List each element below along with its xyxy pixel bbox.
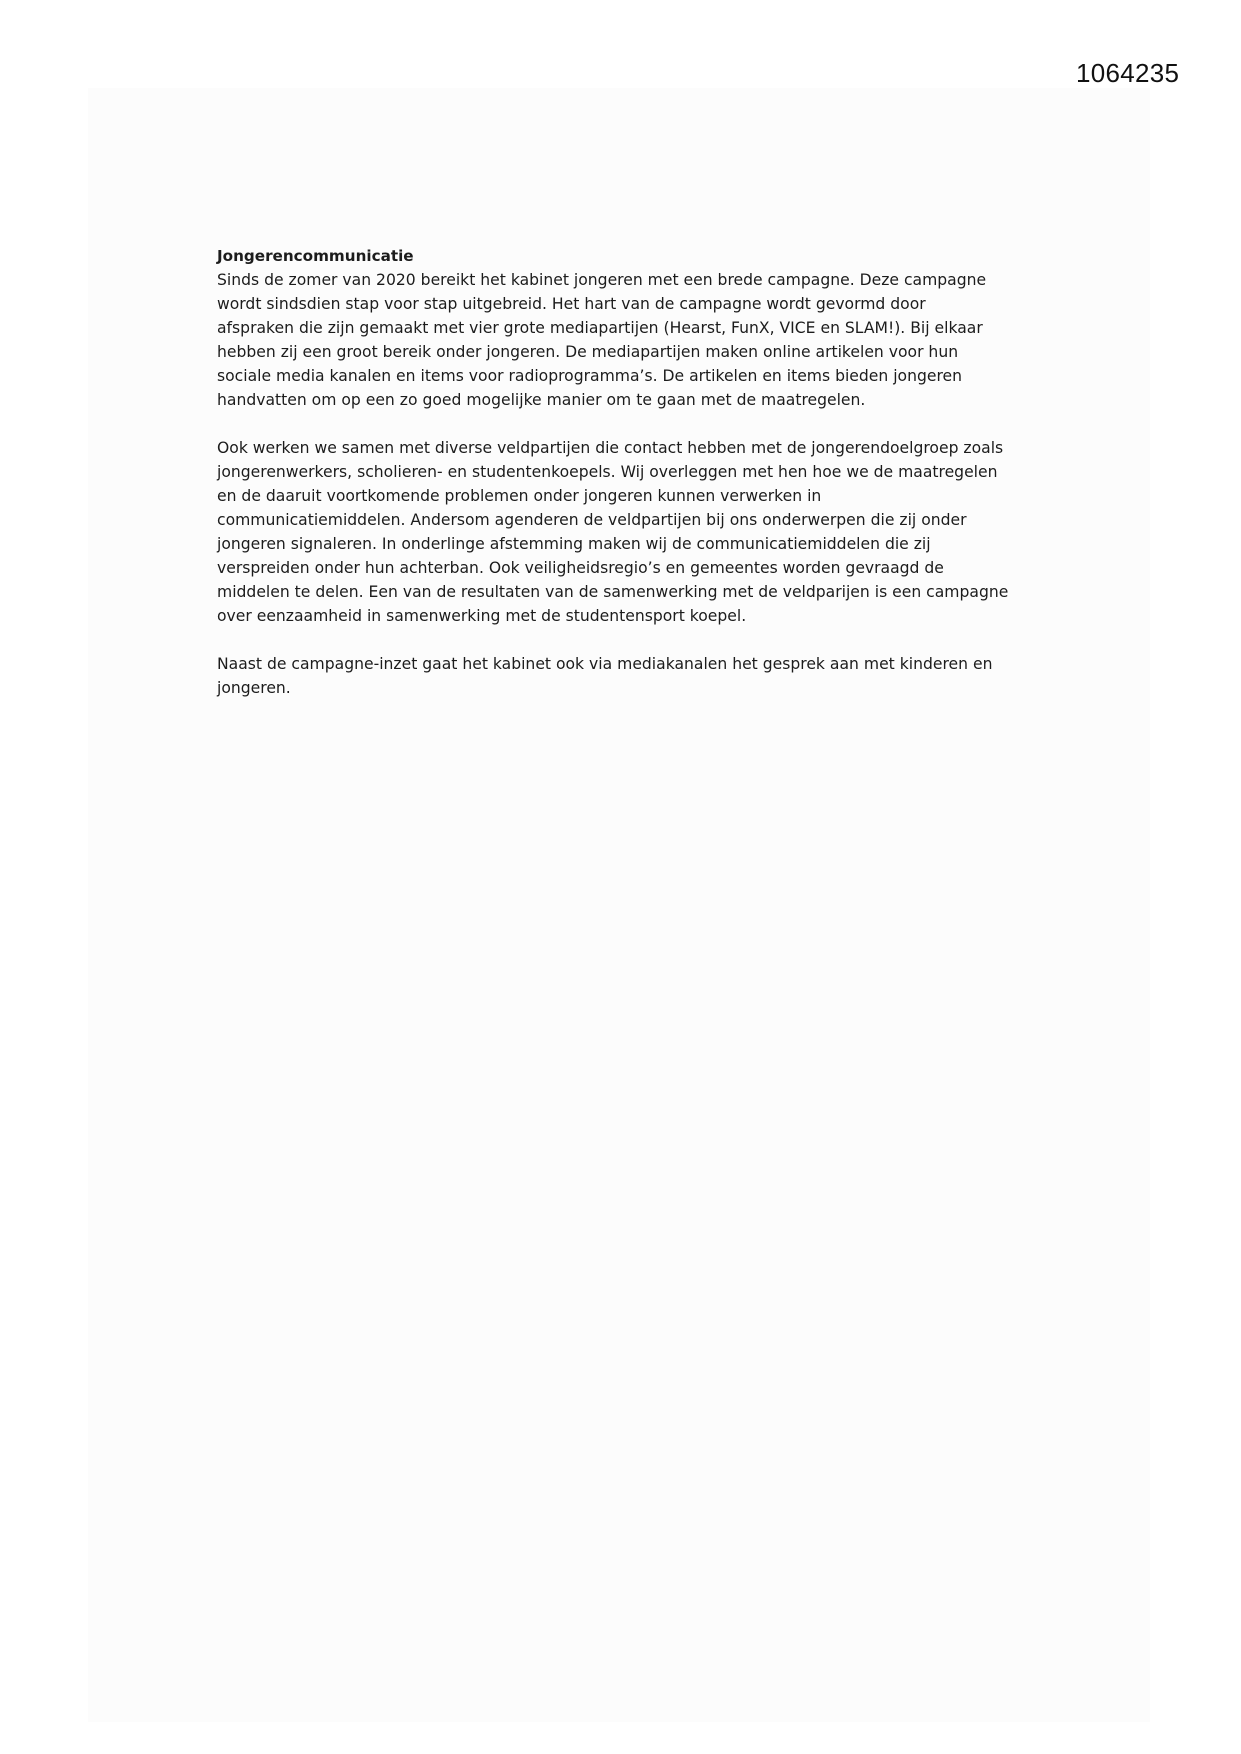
section-heading: Jongerencommunicatie: [217, 247, 414, 265]
text-line: jongeren.: [217, 679, 291, 697]
paragraph-2: [217, 436, 1037, 628]
text-line: Ook werken we samen met diverse veldpartijen die contact hebben met de jongerendoelgroep zoals: [217, 439, 1004, 457]
document-id-number: 1064235: [1076, 58, 1180, 88]
text-line: afspraken die zijn gemaakt met vier grote mediapartijen (Hearst, FunX, VICE en SLAM!). Bij elkaar: [217, 319, 983, 337]
text-line: handvatten om op een zo goed mogelijke manier om te gaan met de maatregelen.: [217, 391, 866, 409]
text-line: jongerenwerkers, scholieren- en studentenkoepels. Wij overleggen met hen hoe we de maatregelen: [217, 463, 998, 481]
paragraph-1: [217, 268, 1037, 412]
text-line: Sinds de zomer van 2020 bereikt het kabinet jongeren met een brede campagne. Deze campagne: [217, 271, 987, 289]
text-line: Naast de campagne-inzet gaat het kabinet ook via mediakanalen het gesprek aan met kinderen en: [217, 655, 993, 673]
text-line: communicatiemiddelen. Andersom agenderen de veldpartijen bij ons onderwerpen die zij onder: [217, 511, 967, 529]
text-line: over eenzaamheid in samenwerking met de studentensport koepel.: [217, 607, 747, 625]
text-line: en de daaruit voortkomende problemen onder jongeren kunnen verwerken in: [217, 487, 822, 505]
text-line: verspreiden onder hun achterban. Ook veiligheidsregio’s en gemeentes worden gevraagd de: [217, 559, 944, 577]
paragraph-3: [217, 652, 1037, 700]
text-line: middelen te delen. Een van de resultaten van de samenwerking met de veldparijen is een campagne: [217, 583, 1009, 601]
text-line: sociale media kanalen en items voor radioprogramma’s. De artikelen en items bieden jongeren: [217, 367, 963, 385]
text-line: wordt sindsdien stap voor stap uitgebreid. Het hart van de campagne wordt gevormd door: [217, 295, 926, 313]
text-line: hebben zij een groot bereik onder jongeren. De mediapartijen maken online artikelen voor hun: [217, 343, 959, 361]
document-body: [217, 244, 1037, 724]
text-line: jongeren signaleren. In onderlinge afstemming maken wij de communicatiemiddelen die zij: [217, 535, 931, 553]
